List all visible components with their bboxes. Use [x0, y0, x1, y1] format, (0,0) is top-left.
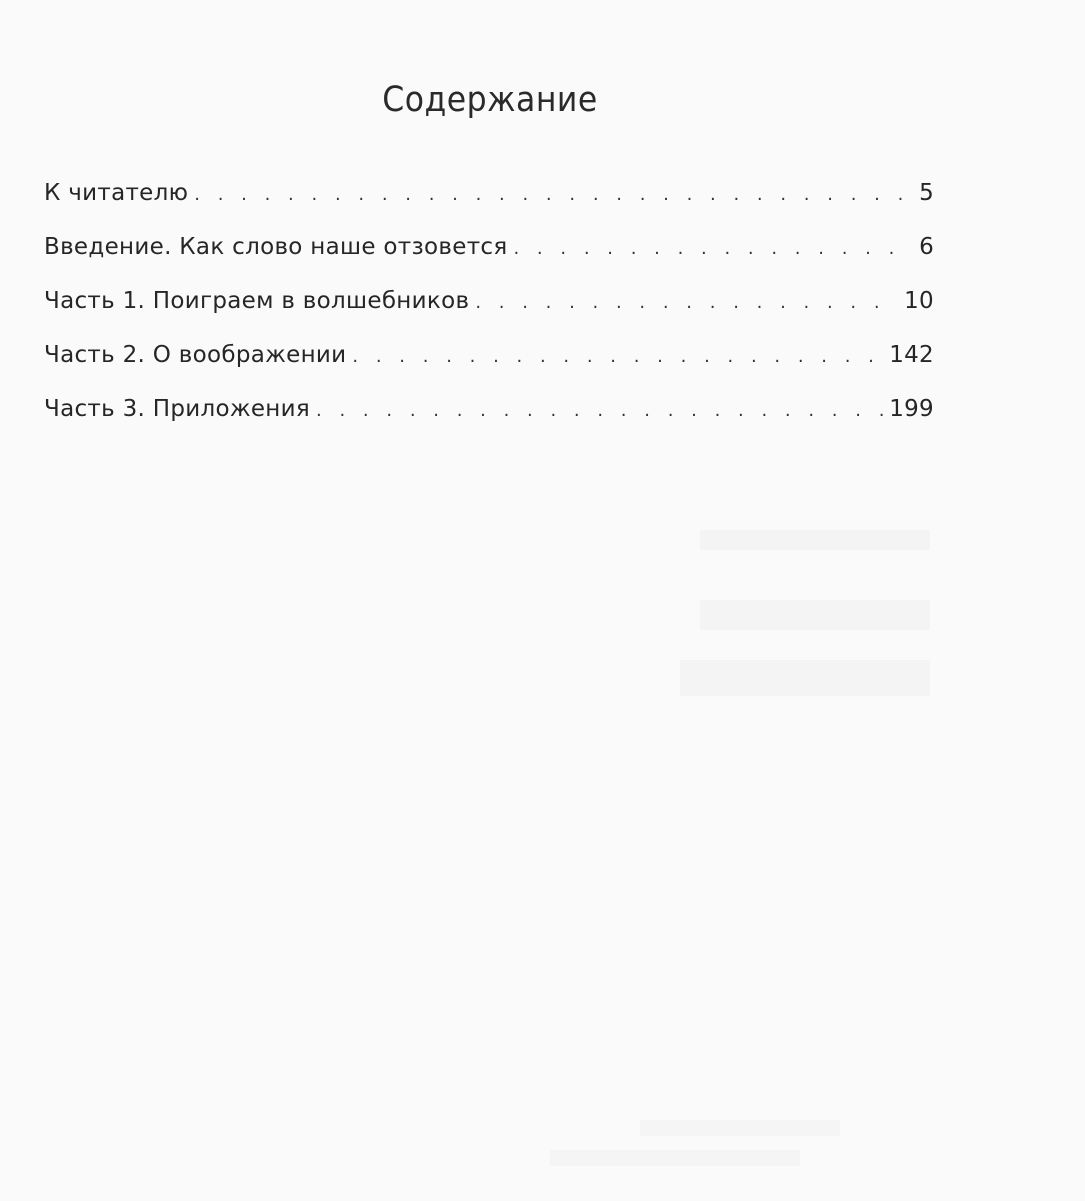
toc-entry-label: Введение. Как слово наше отзовется [44, 234, 508, 260]
toc-entry-page: 6 [919, 234, 934, 260]
toc-entry-page: 142 [889, 342, 934, 368]
toc-entry [44, 180, 934, 234]
toc-entry-page: 199 [889, 396, 934, 422]
dot-leader [194, 184, 908, 205]
toc-entry-label: Часть 2. О воображении [44, 342, 347, 368]
bleed-through-decoration [700, 600, 930, 630]
bleed-through-decoration [700, 530, 930, 550]
toc-entry [44, 396, 934, 450]
dot-leader [513, 238, 908, 259]
bleed-through-decoration [550, 1150, 800, 1166]
toc-entry [44, 288, 934, 342]
dot-leader [316, 400, 883, 421]
dot-leader [475, 292, 898, 313]
toc-entry [44, 234, 934, 288]
toc-entry-label: К читателю [44, 180, 189, 206]
bleed-through-decoration [640, 1120, 840, 1136]
dot-leader [352, 346, 883, 367]
toc-entry [44, 342, 934, 396]
bleed-through-decoration [680, 660, 930, 696]
toc-entry-page: 10 [904, 288, 934, 314]
toc-entry-label: Часть 3. Приложения [44, 396, 311, 422]
table-of-contents [44, 180, 934, 450]
toc-entry-label: Часть 1. Поиграем в волшебников [44, 288, 470, 314]
toc-entry-page: 5 [919, 180, 934, 206]
page-title: Содержание [382, 80, 598, 120]
